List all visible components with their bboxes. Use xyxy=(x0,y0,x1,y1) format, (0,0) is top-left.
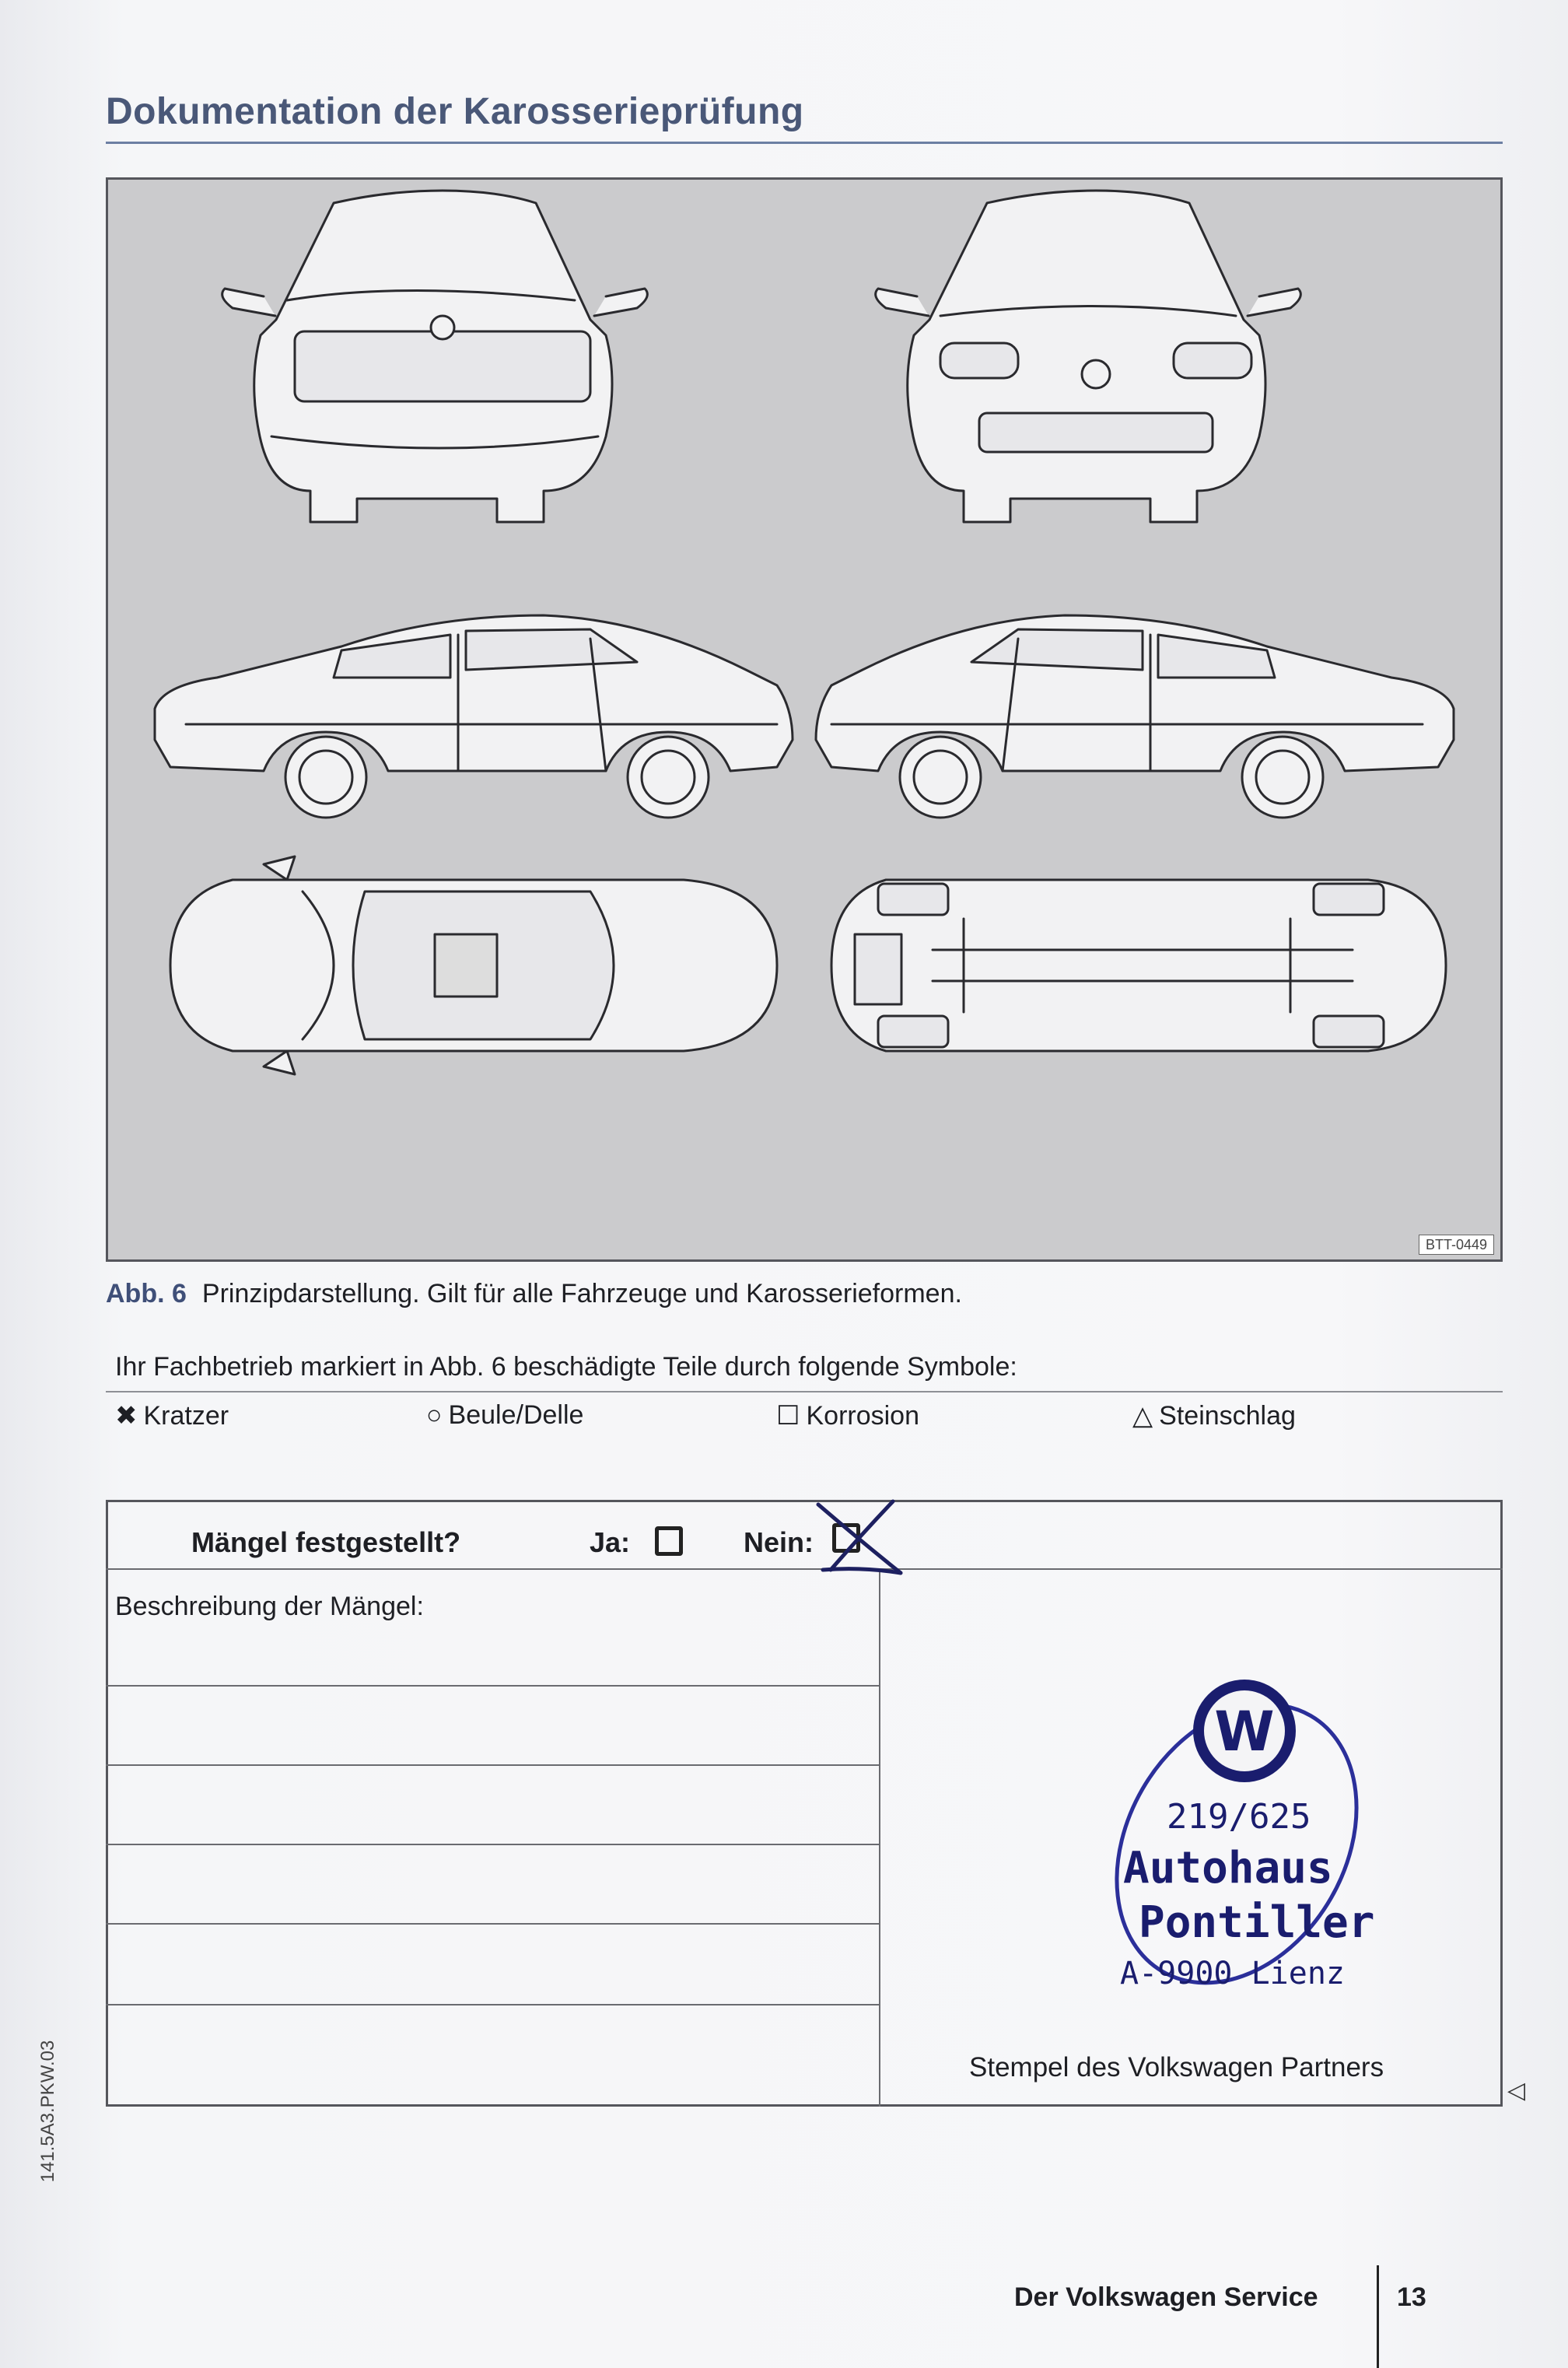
legend-corrosion-label: Korrosion xyxy=(806,1401,919,1431)
description-line xyxy=(106,2004,879,2005)
car-underbody-view xyxy=(831,880,1446,1051)
continue-arrow-icon: ◁ xyxy=(1507,2078,1526,2104)
legend-stone-chip xyxy=(1132,1400,1296,1431)
title-rule xyxy=(106,142,1503,144)
stamp-number: 219/625 xyxy=(1167,1797,1311,1837)
legend-stone-chip-label: Steinschlag xyxy=(1159,1401,1296,1431)
page-title: Dokumentation der Karosserieprüfung xyxy=(106,91,804,132)
description-line xyxy=(106,1764,879,1766)
symbols-rule xyxy=(106,1391,1503,1392)
car-rear-view xyxy=(222,191,648,522)
description-label: Beschreibung der Mängel: xyxy=(115,1592,424,1621)
stamp-line3: A-9900 Lienz xyxy=(1120,1956,1345,1991)
symbols-intro: Ihr Fachbetrieb markiert in Abb. 6 beschädigte Teile durch folgende Symbole: xyxy=(115,1352,1017,1382)
car-diagram-figure xyxy=(106,177,1503,1262)
car-right-side-view xyxy=(816,615,1454,818)
corrosion-square-icon: ☐ xyxy=(776,1401,800,1431)
description-line xyxy=(106,1685,879,1687)
dent-circle-icon: ○ xyxy=(426,1400,443,1430)
footer-separator xyxy=(1377,2265,1379,2368)
figure-code: BTT-0449 xyxy=(1419,1235,1494,1255)
legend-dent-label: Beule/Delle xyxy=(448,1400,584,1430)
yes-checkbox[interactable] xyxy=(655,1526,683,1556)
yes-label: Ja: xyxy=(590,1526,631,1558)
page-number: 13 xyxy=(1397,2282,1426,2312)
figure-caption-label: Abb. 6 xyxy=(106,1279,187,1308)
car-left-side-view xyxy=(155,615,793,818)
stamp-caption: Stempel des Volkswagen Partners xyxy=(969,2052,1384,2083)
legend-scratch xyxy=(115,1400,229,1431)
stone-chip-triangle-icon: △ xyxy=(1132,1401,1153,1431)
side-document-code: 141.5A3.PKW.03 xyxy=(37,2040,58,2183)
legend-corrosion xyxy=(776,1400,919,1431)
stamp-line2: Pontiller xyxy=(1139,1897,1375,1948)
dealer-stamp xyxy=(1073,1673,1400,2015)
description-line xyxy=(106,1923,879,1925)
vw-logo-letters: W xyxy=(1214,1700,1275,1764)
car-outline-drawings xyxy=(108,180,1500,1259)
footer-service-title: Der Volkswagen Service xyxy=(1014,2282,1318,2312)
table-column-divider xyxy=(879,1568,880,2107)
car-front-view xyxy=(876,191,1301,522)
no-label: Nein: xyxy=(744,1526,814,1558)
no-checkbox-handwritten-mark xyxy=(815,1495,908,1581)
legend-dent xyxy=(426,1400,583,1431)
table-header-rule xyxy=(106,1568,1503,1570)
description-line xyxy=(106,1844,879,1845)
figure-caption-text: Prinzipdarstellung. Gilt für alle Fahrzeuge und Karosserieformen. xyxy=(201,1279,962,1308)
defects-question: Mängel festgestellt? xyxy=(191,1526,461,1558)
scratch-icon: ✖ xyxy=(115,1401,138,1431)
stamp-line1: Autohaus xyxy=(1123,1843,1333,1893)
car-top-view xyxy=(170,856,777,1074)
legend-scratch-label: Kratzer xyxy=(143,1401,229,1431)
figure-caption xyxy=(106,1279,962,1309)
